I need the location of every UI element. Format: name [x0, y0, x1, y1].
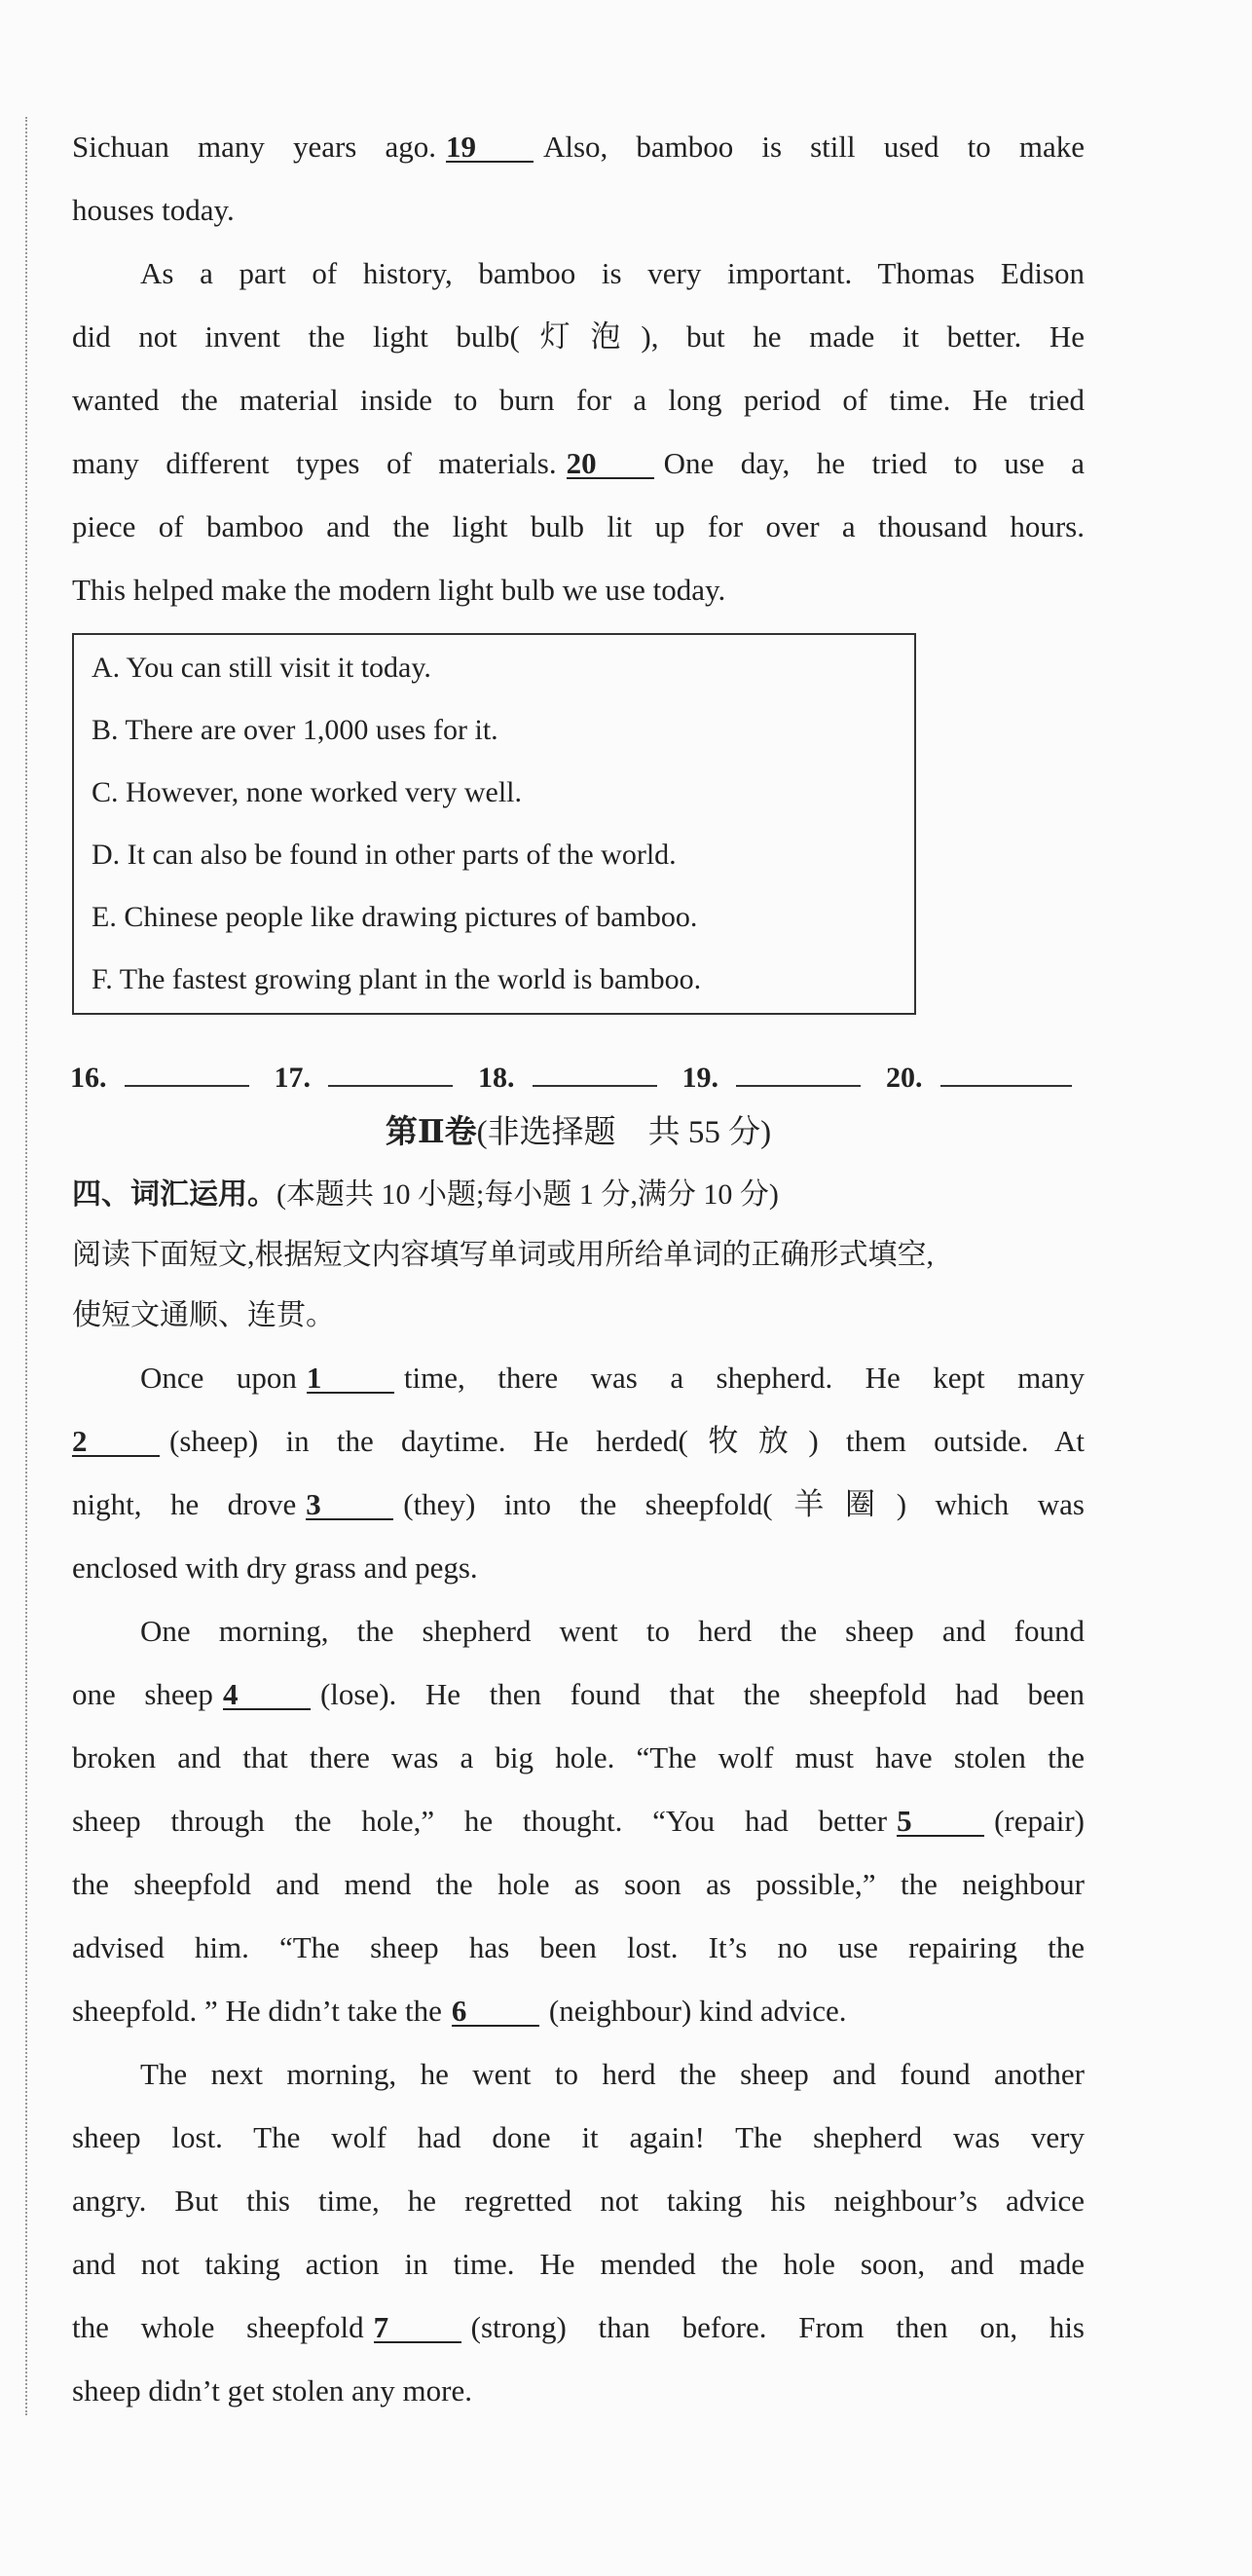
binding-margin-line — [25, 117, 27, 2415]
passage2-line: sheep didn’t get stolen any more. — [72, 2373, 472, 2408]
blank-3[interactable]: 3 — [306, 1491, 393, 1520]
option-d: D. It can also be found in other parts of the world. — [92, 839, 677, 871]
passage1-line: As a part of history, bamboo is very important. Thomas Edison — [140, 256, 1085, 290]
passage1-line: did not invent the light bulb(灯泡), but he made it better. He — [72, 319, 1085, 354]
option-c: C. However, none worked very well. — [92, 776, 523, 808]
passage1-line: houses today. — [72, 193, 235, 227]
passage1-line: Sichuan many years ago. 19 Also, bamboo is still used to make — [72, 130, 1085, 164]
answer-18: 18. — [478, 1062, 682, 1095]
passage1-line: wanted the material inside to burn for a long period of time. He tried — [72, 383, 1085, 417]
passage2-line: one sheep 4 (lose). He then found that the sheepfold had been — [72, 1677, 1086, 1711]
passage2-line: One morning, the shepherd went to herd the sheep and found — [140, 1614, 1085, 1648]
answer-line-16[interactable] — [125, 1085, 249, 1087]
blank-1[interactable]: 1 — [307, 1364, 394, 1394]
passage2-line: sheepfold. ” He didn’t take the 6 (neighbour) kind advice. — [72, 1994, 847, 2028]
passage2-line: and not taking action in time. He mended the hole soon, and made — [72, 2247, 1085, 2281]
blank-20[interactable]: 20 — [567, 450, 654, 479]
answer-line-19[interactable] — [736, 1085, 861, 1087]
passage2-line: the sheepfold and mend the hole as soon as possible,” the neighbour — [72, 1867, 1085, 1901]
answer-line-20[interactable] — [940, 1085, 1072, 1087]
passage2-line: the whole sheepfold 7 (strong) than before. From then on, his — [72, 2310, 1085, 2344]
answer-line-18[interactable] — [533, 1085, 657, 1087]
passage2-line: night, he drove 3 (they) into the sheepfold(羊圈) which was — [72, 1487, 1085, 1521]
passage1-line: This helped make the modern light bulb we use today. — [72, 573, 726, 607]
answer-17: 17. — [275, 1062, 479, 1095]
blank-5[interactable]: 5 — [897, 1808, 984, 1837]
blank-2[interactable]: 2 — [72, 1428, 160, 1457]
answer-19: 19. — [682, 1062, 887, 1095]
blank-6[interactable]: 6 — [452, 1997, 539, 2027]
passage2-line: Once upon 1 time, there was a shepherd. He kept many — [140, 1361, 1086, 1395]
passage2-line: 2 (sheep) in the daytime. He herded(牧放) them outside. At — [72, 1424, 1085, 1458]
option-b: B. There are over 1,000 uses for it. — [92, 714, 498, 746]
section-title: 第Ⅱ卷(非选择题 共 55 分) — [385, 1115, 772, 1150]
answer-line-17[interactable] — [328, 1085, 453, 1087]
passage1-line: piece of bamboo and the light bulb lit up for over a thousand hours. — [72, 509, 1085, 543]
part4-heading: 四、词汇运用。(本题共 10 小题;每小题 1 分,满分 10 分) — [72, 1178, 779, 1211]
blank-19[interactable]: 19 — [446, 133, 534, 163]
option-a: A. You can still visit it today. — [92, 652, 431, 684]
answer-row — [70, 1032, 1085, 1095]
passage2-line: advised him. “The sheep has been lost. It’s no use repairing the — [72, 1930, 1085, 1964]
passage2-line: sheep through the hole,” he thought. “You had better 5 (repair) — [72, 1804, 1085, 1838]
answer-16: 16. — [70, 1062, 275, 1095]
passage2-line: sheep lost. The wolf had done it again! The shepherd was very — [72, 2120, 1085, 2154]
passage2-line: angry. But this time, he regretted not taking his neighbour’s advice — [72, 2184, 1085, 2218]
part4-instruction: 阅读下面短文,根据短文内容填写单词或用所给单词的正确形式填空, — [72, 1239, 934, 1271]
passage2-line: broken and that there was a big hole. “The wolf must have stolen the — [72, 1740, 1085, 1774]
passage2-line: The next morning, he went to herd the sheep and found another — [140, 2057, 1085, 2091]
part4-instruction: 使短文通顺、连贯。 — [72, 1299, 335, 1331]
option-e: E. Chinese people like drawing pictures of bamboo. — [92, 901, 698, 933]
passage2-line: enclosed with dry grass and pegs. — [72, 1550, 478, 1585]
exam-page — [72, 115, 1085, 2422]
options-box — [72, 633, 916, 1015]
blank-7[interactable]: 7 — [374, 2314, 461, 2343]
option-f: F. The fastest growing plant in the world is bamboo. — [92, 963, 702, 995]
answer-20: 20. — [886, 1062, 1072, 1095]
passage1-line: many different types of materials. 20 One day, he tried to use a — [72, 446, 1086, 480]
blank-4[interactable]: 4 — [223, 1681, 311, 1710]
